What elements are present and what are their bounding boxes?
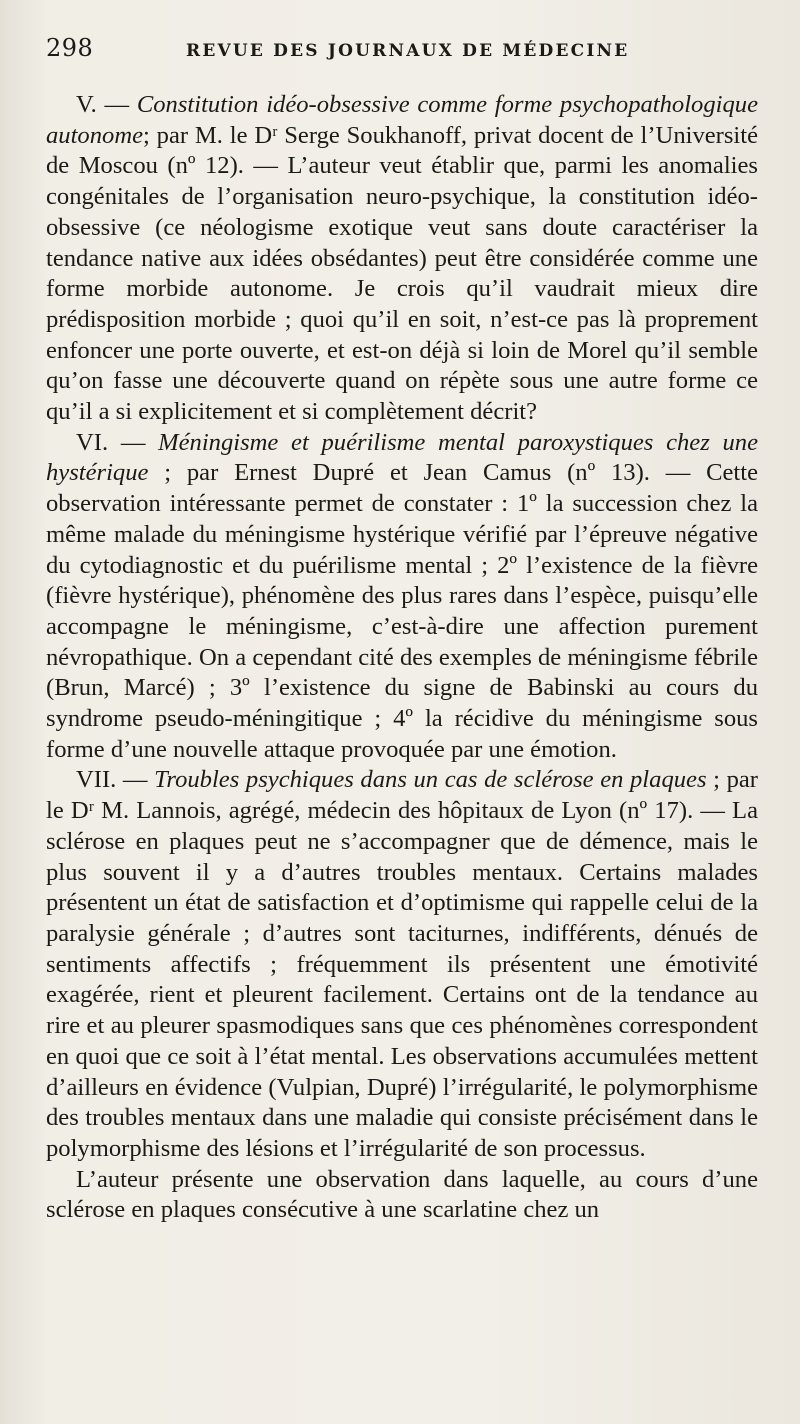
page-header bbox=[46, 34, 758, 74]
article-vii bbox=[46, 765, 758, 1164]
article-numeral: VII. bbox=[76, 766, 117, 794]
article-vi bbox=[46, 428, 758, 766]
article-v bbox=[46, 90, 758, 428]
article-dash: — bbox=[116, 766, 155, 794]
article-body: ; par le Dʳ M. Lannois, agrégé, médecin des hôpitaux de Lyon (nº 17). — La sclérose en plaques peut ne s’accompagner que de démence, mais le plus souvent il y a d’autres troubles mentaux. Certains malades présentent un état de satisfaction et d’optimisme qui rappelle celui de la paralysie générale ; d’autres sont taciturnes, indifférents, dénués de sentiments affectifs ; fréquemment ils présentent une émotivité exagérée, rient et pleurent facilement. Certains ont de la tendance au rire et au pleurer spasmodiques sans que ces phénomènes correspondent en quoi que ce soit à l’état mental. Les observations accumulées mettent d’ailleurs en évidence (Vulpian, Dupré) l’irrégularité, le polymorphisme des troubles mentaux dans une maladie qui consiste précisément dans le polymorphisme des lésions et l’irrégularité de son processus. bbox=[46, 766, 758, 1162]
article-dash: — bbox=[96, 91, 137, 118]
closing-paragraph bbox=[46, 1165, 758, 1226]
text-block bbox=[46, 90, 758, 1226]
article-body: ; par Ernest Dupré et Jean Camus (nº 13). — Cette observation intéressante permet de constater : 1º la succession chez la même malade du méningisme hystérique vérifié par l’épreuve négative du cytodiagnostic et du puérilisme mental ; 2º l’existence de la fièvre (fièvre hystérique), phénomène des plus rares dans l’espèce, puisqu’elle accompagne le méningisme, c’est-à-dire une affection purement névropathique. On a cependant cité des exemples de méningisme fébrile (Brun, Marcé) ; 3º l’existence du signe de Babinski au cours du syndrome pseudo-méningitique ; 4º la récidive du méningisme sous forme d’une nouvelle attaque provoquée par une émotion. bbox=[46, 459, 758, 763]
article-dash: — bbox=[108, 428, 159, 456]
article-title: Méningisme et puérilisme mental paroxystiques chez une hystérique bbox=[46, 428, 758, 487]
article-numeral: V. bbox=[76, 91, 97, 118]
article-title: Troubles psychiques dans un cas de sclérose en plaques bbox=[154, 766, 707, 794]
page-number: 298 bbox=[46, 34, 94, 62]
running-title: REVUE DES JOURNAUX DE MÉDECINE bbox=[186, 41, 630, 61]
article-title: Constitution idéo-obsessive comme forme psychopathologique autonome bbox=[46, 91, 758, 149]
article-numeral: VI. bbox=[76, 428, 109, 456]
article-body: ; par M. le Dʳ Serge Soukhanoff, privat docent de l’Université de Moscou (nº 12). — L’auteur veut établir que, parmi les anomalies congénitales de l’organisation neuro-psychique, la constitution idéo-obsessive (ce néologisme exotique veut sans doute caractériser la tendance native aux idées obsédantes) peut être considérée comme une forme morbide autonome. Je crois qu’il vaudrait mieux dire prédisposition morbide ; quoi qu’il en soit, n’est-ce pas là proprement enfoncer une porte ouverte, et est-on déjà si loin de Morel qu’il semble qu’on fasse une découverte quand on répète sous une autre forme ce qu’il a si explicitement et si complètement décrit? bbox=[46, 121, 758, 426]
closing-text: L’auteur présente une observation dans laquelle, au cours d’une sclérose en plaques consécutive à une scarlatine chez un bbox=[46, 1165, 758, 1224]
